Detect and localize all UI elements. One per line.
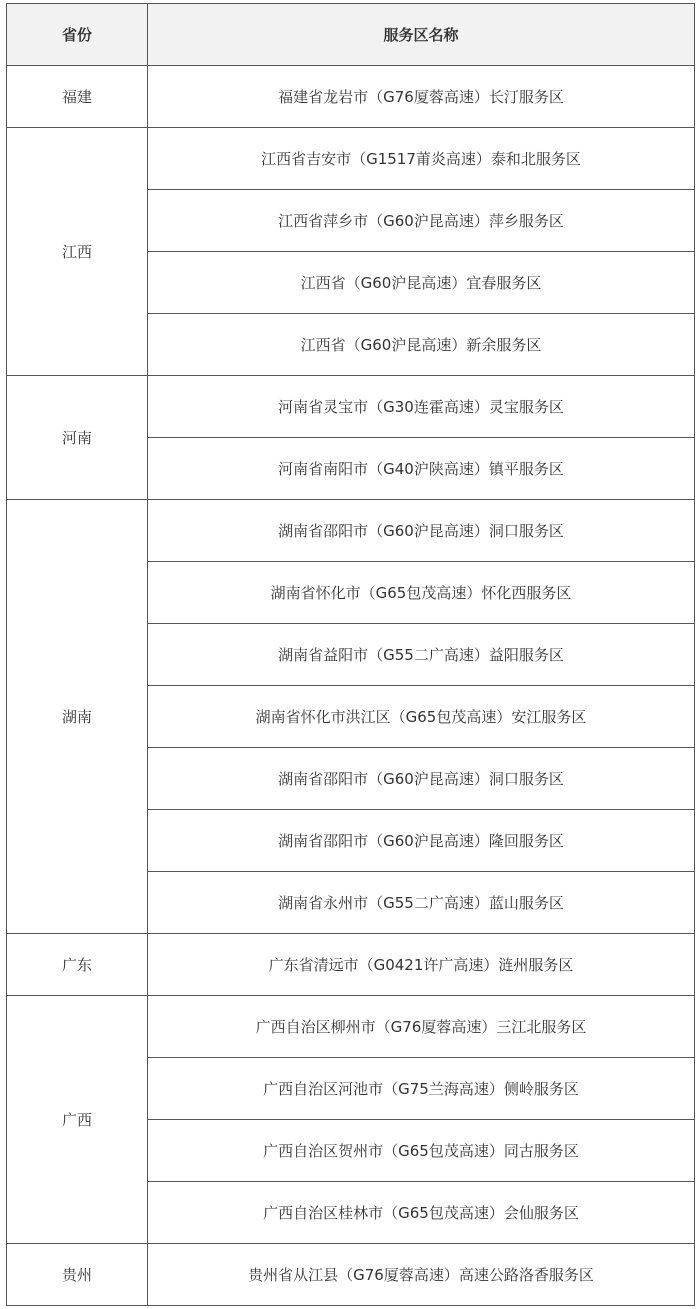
province-cell: 河南 [7,376,148,500]
service-area-cell: 湖南省邵阳市（G60沪昆高速）隆回服务区 [148,810,695,872]
service-area-cell: 福建省龙岩市（G76厦蓉高速）长汀服务区 [148,66,695,128]
service-area-header: 服务区名称 [148,4,695,66]
service-area-table [6,3,695,1306]
service-area-cell: 广西自治区桂林市（G65包茂高速）会仙服务区 [148,1182,695,1244]
province-cell: 江西 [7,128,148,376]
service-area-cell: 贵州省从江县（G76厦蓉高速）高速公路洛香服务区 [148,1244,695,1306]
service-area-cell: 广东省清远市（G0421许广高速）涟州服务区 [148,934,695,996]
service-area-cell: 广西自治区柳州市（G76厦蓉高速）三江北服务区 [148,996,695,1058]
table-row [7,996,695,1058]
table-row [7,66,695,128]
service-area-cell: 江西省吉安市（G1517莆炎高速）泰和北服务区 [148,128,695,190]
service-area-cell: 湖南省怀化市（G65包茂高速）怀化西服务区 [148,562,695,624]
table-row [7,1244,695,1306]
table-row [7,934,695,996]
table-row [7,128,695,190]
service-area-cell: 江西省（G60沪昆高速）宜春服务区 [148,252,695,314]
service-area-cell: 江西省（G60沪昆高速）新余服务区 [148,314,695,376]
service-area-cell: 湖南省邵阳市（G60沪昆高速）洞口服务区 [148,500,695,562]
service-area-cell: 河南省南阳市（G40沪陕高速）镇平服务区 [148,438,695,500]
province-cell: 广西 [7,996,148,1244]
table-header-row [7,4,695,66]
province-cell: 福建 [7,66,148,128]
service-area-cell: 广西自治区河池市（G75兰海高速）侧岭服务区 [148,1058,695,1120]
service-area-cell: 湖南省怀化市洪江区（G65包茂高速）安江服务区 [148,686,695,748]
province-cell: 湖南 [7,500,148,934]
service-area-cell: 广西自治区贺州市（G65包茂高速）同古服务区 [148,1120,695,1182]
service-area-cell: 湖南省邵阳市（G60沪昆高速）洞口服务区 [148,748,695,810]
table-row [7,500,695,562]
service-area-cell: 河南省灵宝市（G30连霍高速）灵宝服务区 [148,376,695,438]
service-area-cell: 湖南省益阳市（G55二广高速）益阳服务区 [148,624,695,686]
table-row [7,376,695,438]
service-area-cell: 江西省萍乡市（G60沪昆高速）萍乡服务区 [148,190,695,252]
province-cell: 贵州 [7,1244,148,1306]
province-header: 省份 [7,4,148,66]
province-cell: 广东 [7,934,148,996]
service-area-cell: 湖南省永州市（G55二广高速）蓝山服务区 [148,872,695,934]
